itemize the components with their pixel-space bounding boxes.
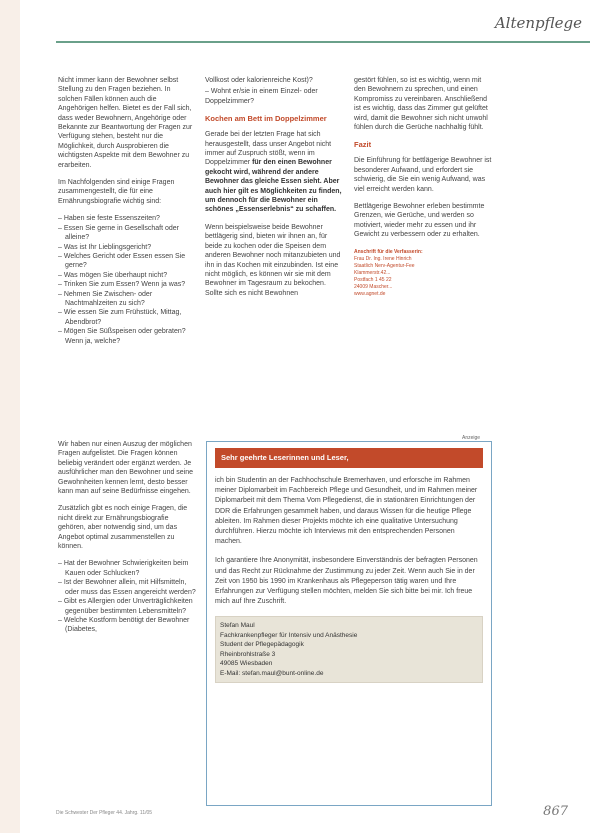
- signature-line: Fachkrankenpfleger für Intensiv und Anästhesie: [220, 631, 358, 639]
- paragraph: Im Nachfolgenden sind einige Fragen zusammengestellt, die für eine Ernährungsbiografie wichtig sind:: [58, 179, 175, 205]
- question-list: [58, 214, 196, 346]
- paragraph: Wenn beispielsweise beide Bewohner bettlägerig sind, bieten wir ihnen an, für beide zu kochen oder die Speisen dem anderen Bewohner noch mitanzubieten und ihn in das Kochen mit einzubinden. Ist eine nicht möglich, es können wir sie mit dem Bewohner im Tagesraum zu bekochen. Sollte sich es nicht Bewohnen: [205, 223, 341, 297]
- signature-line: Rheinbrohlstraße 3: [220, 650, 276, 658]
- paragraph: Vollkost oder kalorienreiche Kost)?: [205, 77, 313, 84]
- list-item: – Gibt es Allergien oder Unverträglichkeiten gegenüber bestimmten Lebensmitteln?: [58, 598, 193, 615]
- signature-name: Stefan Maul: [220, 622, 255, 630]
- ad-headline: Sehr geehrte Leserinnen und Leser,: [215, 448, 483, 468]
- list-item: – Was mögen Sie überhaupt nicht?: [58, 271, 168, 279]
- paragraph: – Wohnt er/sie in einem Einzel- oder Doppelzimmer?: [205, 88, 318, 105]
- advertisement-box: [206, 441, 492, 806]
- ad-body: [215, 476, 483, 683]
- journal-footer: Die Schwester Der Pfleger 44. Jahrg. 11/05: [56, 810, 153, 816]
- list-item: – Ist der Bewohner allein, mit Hilfsmitteln, oder muss das Essen angereicht werden?: [58, 579, 196, 596]
- column-1: [58, 76, 196, 354]
- author-address-line: Frau Dr. Ing. Irene Hinrich: [354, 255, 412, 262]
- author-address-line: 24009 Mascher...: [354, 283, 393, 290]
- ad-paragraph: ich bin Studentin an der Fachhochschule Bremerhaven, und erforsche im Rahmen meiner Diplomarbeit im Fachbereich Pflege und Gesundheit, und im Rahmen meiner Diplomarbeit mit dem Thema Vom Pflegedienst, die in stationären Einrichtungen der DDR die Erfahrungen gesammelt haben, und daraus Wissen für die heutige Pflege ableiten. Im Rahmen dieser Projekts möchte ich eine qualitative Untersuchung durchführen. Hierzu möchte ich Interviews mit den entsprechenden Personen machen.: [215, 477, 478, 546]
- column-1-lower: [58, 440, 196, 643]
- list-item: – Welches Gericht oder Essen essen Sie gerne?: [58, 252, 186, 270]
- subheading: Fazit: [354, 140, 372, 150]
- header-rule: [56, 41, 590, 43]
- list-item: – Haben sie feste Essenszeiten?: [58, 215, 160, 223]
- paragraph: Bettlägerige Bewohner erleben bestimmte Grenzen, wie Gerüche, und werden so motiviert, wieder mehr zu essen und ihr Gewicht zu verbessern oder zu erhalten.: [354, 203, 485, 239]
- column-3: [354, 76, 492, 298]
- section-title: Altenpflege: [494, 14, 582, 32]
- paragraph-emphasis: für den einen Bewohner gekocht wird, während der andere Bewohner das gleiche Essen sieht. Aber auch hier gilt es Möglichkeiten zu finden, um dennoch für die Bewohner ein schönes „Essenserlebnis“ zu schaffen.: [205, 159, 342, 214]
- page-number: 867: [543, 804, 568, 819]
- list-item: – Welche Kostform benötigt der Bewohner (Diabetes,: [58, 616, 190, 634]
- author-address-title: Anschrift für die Verfasserin:: [354, 248, 423, 255]
- paragraph: Wir haben nur einen Auszug der möglichen Fragen aufgelistet. Die Fragen können beliebig verändert oder ergänzt werden. Je ausführlicher man den Bewohner und seine Gewohnheiten kennen lernt, desto besser kann man auf seine Bedürfnisse eingehen.: [58, 441, 194, 496]
- paragraph-text: Gerade bei der letzten Frage hat sich herausgestellt, dass unser Angebot nicht immer auf Zuspruch stößt, wenn im Doppelzimmer: [205, 131, 332, 167]
- left-margin-strip: [0, 0, 20, 833]
- paragraph: gestört fühlen, so ist es wichtig, wenn mit den Bewohnern zu sprechen, und einen Kompromiss zu vereinbaren. Anschließend ist es wichtig, dass das Zimmer gut gelüftet wird, damit die Bewohner sich nicht unwohl fühlen durch die Gerüche nachhaltig fühlt.: [354, 77, 488, 132]
- list-item: – Essen Sie gerne in Gesellschaft oder alleine?: [58, 224, 180, 242]
- author-address-line: Postfach 1 45 22: [354, 276, 392, 283]
- author-address-line: Klammerstr.42...: [354, 269, 391, 276]
- ad-paragraph: Ich garantiere Ihre Anonymität, insbesondere Einverständnis der befragten Personen und das Recht zur Rücknahme der Zustimmung zu jeder Zeit. Wenn auch Sie in der Zeit von 1950 bis 1990 im Krankenhaus als Pflegeperson tätig waren und Ihre Erfahrungen zur Verfügung stellen möchten, melden Sie sich bitte bei mir. Ich freue mich auf Ihre Zuschrift.: [215, 557, 478, 606]
- author-address: [354, 248, 492, 298]
- author-address-line[interactable]: www.agnet.de: [354, 290, 386, 297]
- paragraph: Die Einführung für bettlägerige Bewohner ist besonderer Aufwand, und erfordert sie schwierig, die Sie ein wenig Aufwand, was viel erreicht werden kann.: [354, 157, 492, 193]
- list-item: – Nehmen Sie Zwischen- oder Nachtmahlzeiten zu sich?: [58, 290, 153, 307]
- list-item: – Trinken Sie zum Essen? Wenn ja was?: [58, 281, 186, 289]
- column-2: [205, 76, 343, 306]
- signature-line: 49085 Wiesbaden: [220, 660, 273, 668]
- list-item: – Wie essen Sie zum Frühstück, Mittag, Abendbrot?: [58, 309, 182, 326]
- subheading: Kochen am Bett im Doppelzimmer: [205, 114, 327, 124]
- ad-signature: [215, 616, 483, 683]
- signature-email[interactable]: E-Mail: stefan.maul@bunt-online.de: [220, 669, 324, 677]
- list-item: – Hat der Bewohner Schwierigkeiten beim Kauen oder Schlucken?: [58, 560, 189, 577]
- list-item: – Was ist Ihr Lieblingsgericht?: [58, 243, 152, 251]
- paragraph: Nicht immer kann der Bewohner selbst Stellung zu den Fragen beziehen. In solchen Fällen können auch die Angehörigen helfen. Bietet es der Fall sich, dass weder Bewohnern, Angehörige oder Bekannte zur Beantwortung der Fragen zur Verfügung stehen, besteht nur die Möglichkeit, durch Ausprobieren die wichtigsten Aspekte mit dem Bewohner zu erarbeiten.: [58, 77, 193, 169]
- signature-line: Student der Pflegepädagogik: [220, 641, 304, 649]
- paragraph: [205, 130, 343, 215]
- paragraph: Zusätzlich gibt es noch einige Fragen, die nicht direkt zur Ernährungsbiografie gehören, aber notwendig sind, um das Angebot optimal zusammenstellen zu können.: [58, 505, 188, 551]
- ad-label: Anzeige: [462, 435, 481, 441]
- author-address-line: Staatlich Nerv-Agentur-Fee: [354, 262, 415, 269]
- additional-question-list: [58, 559, 196, 634]
- list-item: – Mögen Sie Süßspeisen oder gebraten? Wenn ja, welche?: [58, 328, 186, 345]
